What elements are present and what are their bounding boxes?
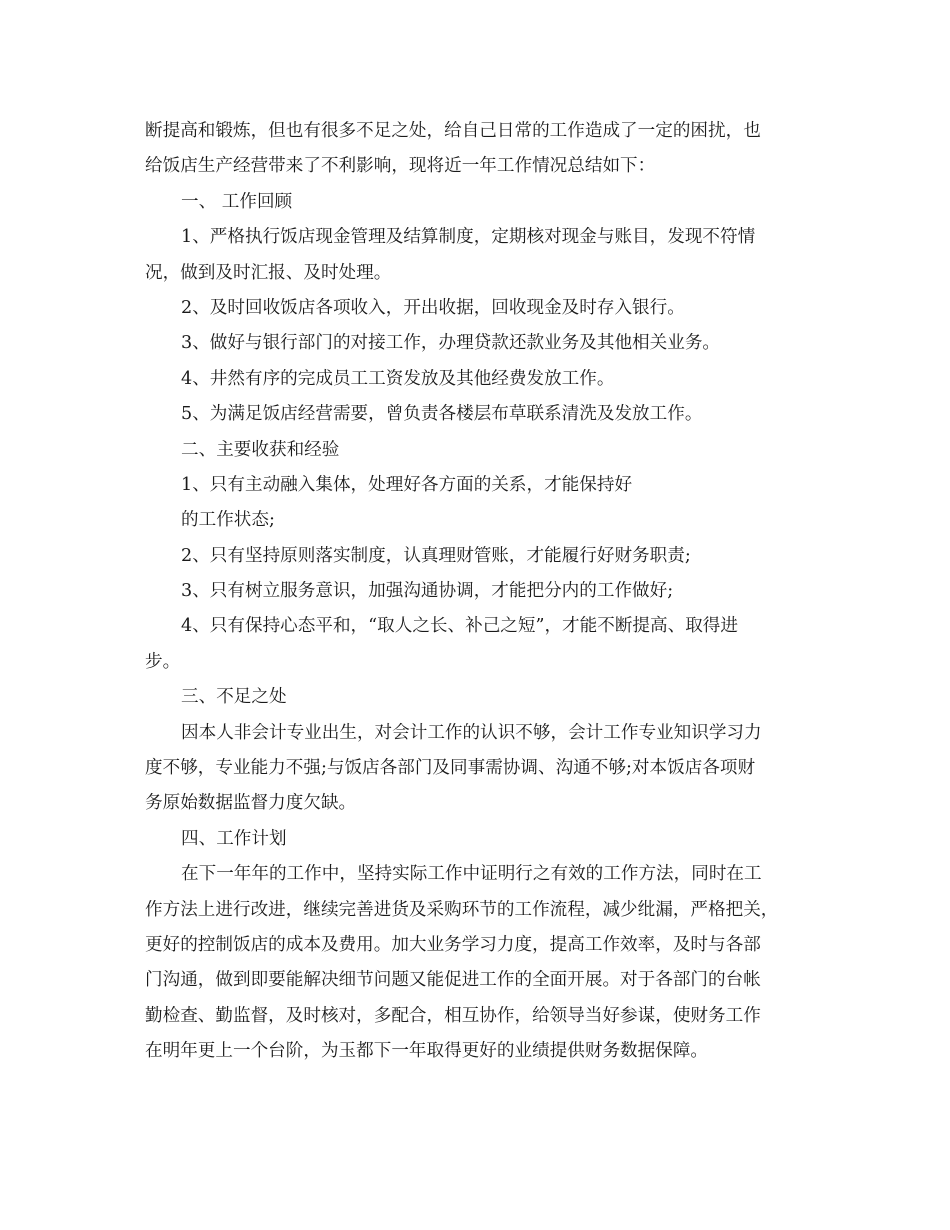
text-line: 断提高和锻炼，但也有很多不足之处，给自己日常的工作造成了一定的困扰，也 [145, 121, 761, 141]
text-line: 三、不足之处 [181, 687, 287, 708]
text-line: 二、主要收获和经验 [181, 439, 340, 460]
document-body [145, 114, 805, 1070]
text-line: 度不够，专业能力不强;与饭店各部门及同事需协调、沟通不够;对本饭店各项财 [145, 758, 756, 779]
text-line: 4、井然有序的完成员工工资发放及其他经费发放工作。 [181, 368, 615, 389]
text-line: 四、工作计划 [181, 828, 287, 849]
text-line: 2、只有坚持原则落实制度，认真理财管账，才能履行好财务职责; [181, 545, 691, 566]
text-line: 门沟通，做到即要能解决细节问题又能促进工作的全面开展。对于各部门的台帐 [145, 970, 761, 991]
text-line: 况，做到及时汇报、及时处理。 [145, 262, 392, 283]
text-line: 务原始数据监督力度欠缺。 [145, 793, 357, 814]
text-line: 4、只有保持心态平和，“取人之长、补己之短”，才能不断提高、取得进 [181, 616, 738, 637]
text-line: 一、 工作回顾 [181, 191, 293, 212]
text-line: 因本人非会计专业出生，对会计工作的认识不够，会计工作专业知识学习力 [181, 722, 762, 743]
text-line: 3、做好与银行部门的对接工作，办理贷款还款业务及其他相关业务。 [181, 333, 721, 354]
text-line: 3、只有树立服务意识，加强沟通协调，才能把分内的工作做好; [181, 581, 674, 602]
text-line: 1、严格执行饭店现金管理及结算制度，定期核对现金与账目，发现不符情 [181, 227, 756, 248]
text-line: 2、及时回收饭店各项收入，开出收据，回收现金及时存入银行。 [181, 297, 685, 318]
text-line: 的工作状态; [181, 510, 275, 531]
text-line: 在明年更上一个台阶，为玉都下一年取得更好的业绩提供财务数据保障。 [145, 1041, 709, 1062]
text-line: 在下一年年的工作中，坚持实际工作中证明行之有效的工作方法，同时在工 [181, 864, 762, 885]
text-line: 更好的控制饭店的成本及费用。加大业务学习力度，提高工作效率，及时与各部 [145, 934, 761, 955]
text-line: 5、为满足饭店经营需要，曾负责各楼层布草联系清洗及发放工作。 [181, 404, 703, 425]
text-line: 步。 [145, 651, 181, 672]
text-line: 勤检查、勤监督，及时核对，多配合，相互协作，给领导当好参谋，使财务工作 [145, 1005, 761, 1026]
text-line: 作方法上进行改进，继续完善进货及采购环节的工作流程，减少纰漏，严格把关， [145, 899, 779, 920]
text-line: 给饭店生产经营带来了不利影响，现将近一年工作情况总结如下： [145, 156, 656, 177]
text-line: 1、只有主动融入集体，处理好各方面的关系，才能保持好 [181, 474, 633, 495]
